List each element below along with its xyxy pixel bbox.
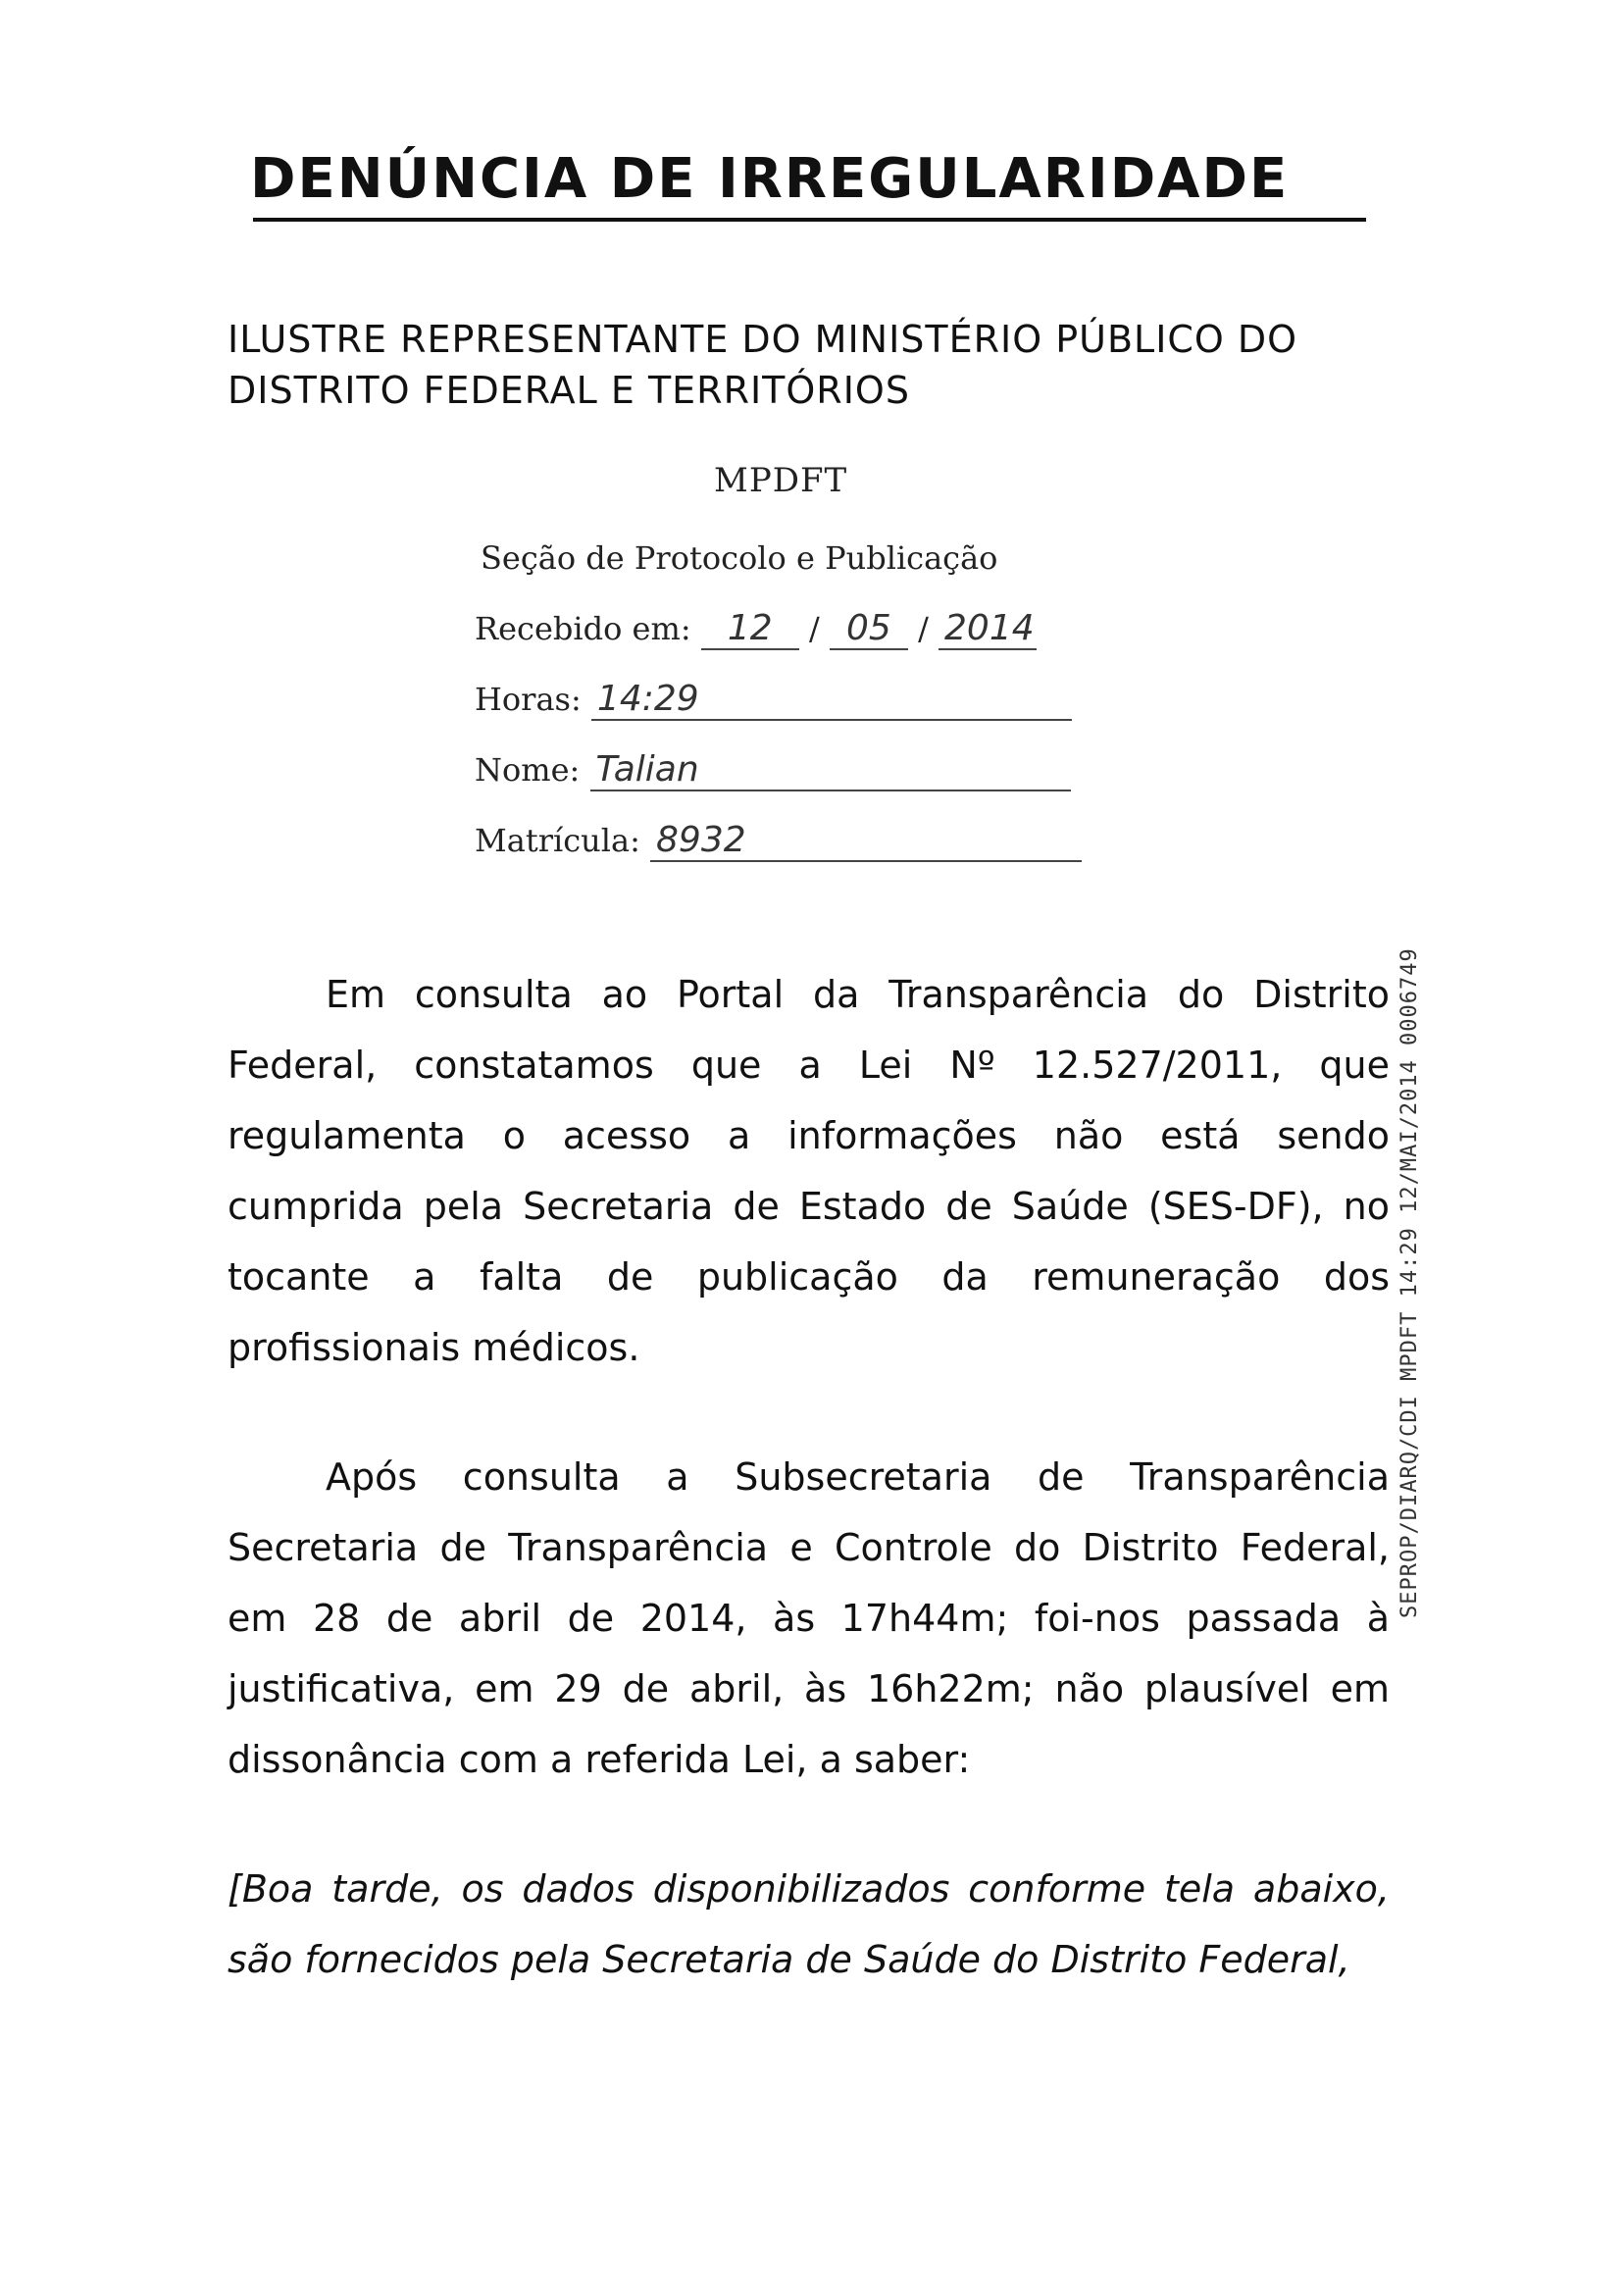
stamp-hours-value: 14:29: [596, 679, 699, 719]
stamp-name-row: [475, 749, 1071, 791]
stamp-received-day-line: [701, 608, 799, 650]
stamp-received-label: Recebido em:: [475, 610, 691, 647]
stamp-hours-label: Horas:: [475, 681, 582, 718]
paragraph-2: [228, 1442, 1390, 1795]
stamp-matricula-value: 8932: [656, 820, 746, 860]
stamp-received-day: 12: [727, 608, 773, 648]
addressee-line-2: DISTRITO FEDERAL E TERRITÓRIOS: [228, 369, 910, 412]
stamp-name-label: Nome:: [475, 751, 581, 789]
stamp-name-line: [590, 749, 1071, 791]
addressee: [228, 314, 1404, 416]
paragraph-1: [228, 959, 1390, 1383]
addressee-line-1: ILUSTRE REPRESENTANTE DO MINISTÉRIO PÚBLICO DO: [228, 318, 1298, 361]
stamp-hours-line: [591, 679, 1072, 721]
stamp-matricula-line: [650, 820, 1082, 862]
stamp-hours-row: [475, 679, 1072, 721]
title-underline: [253, 218, 1366, 222]
stamp-received-row: Recebido em: 12 / 05 / 2014: [475, 608, 1037, 650]
stamp-section: Seção de Protocolo e Publicação: [481, 539, 998, 577]
stamp-org: MPDFT: [714, 461, 848, 500]
stamp-received-year: 2014: [944, 608, 1035, 648]
stamp-received-year-line: [939, 608, 1037, 650]
stamp-name-value: Talian: [595, 749, 699, 790]
paragraph-1-text: Em consulta ao Portal da Transparência do Distrito Federal, constatamos que a Lei Nº 12.527/2011, que regulamenta o acesso a informações não está sendo cumprida pela Secretaria de Estado de Saúde (SES-DF), no tocante a falta de publicação da remuneração dos profissionais médicos.: [228, 973, 1390, 1369]
stamp-matricula-row: [475, 820, 1082, 862]
stamp-matricula-label: Matrícula:: [475, 822, 640, 859]
paragraph-2-text: Após consulta a Subsecretaria de Transparência Secretaria de Transparência e Controle do Distrito Federal, em 28 de abril de 2014, às 17h44m; foi-nos passada à justificativa, em 29 de abril, às 16h22m; não plausível em dissonância com a referida Lei, a saber:: [228, 1455, 1390, 1781]
side-protocol-stamp: SEPROP/DIARQ/CDI MPDFT 14:29 12/MAI/2014 0006749: [1397, 947, 1422, 1618]
stamp-received-month: 05: [845, 608, 891, 648]
quote-paragraph: [228, 1854, 1390, 1995]
quote-text: [Boa tarde, os dados disponibilizados conforme tela abaixo, são fornecidos pela Secretaria de Saúde do Distrito Federal,: [228, 1867, 1390, 1981]
stamp-received-month-line: [830, 608, 908, 650]
document-title: DENÚNCIA DE IRREGULARIDADE: [250, 147, 1290, 211]
